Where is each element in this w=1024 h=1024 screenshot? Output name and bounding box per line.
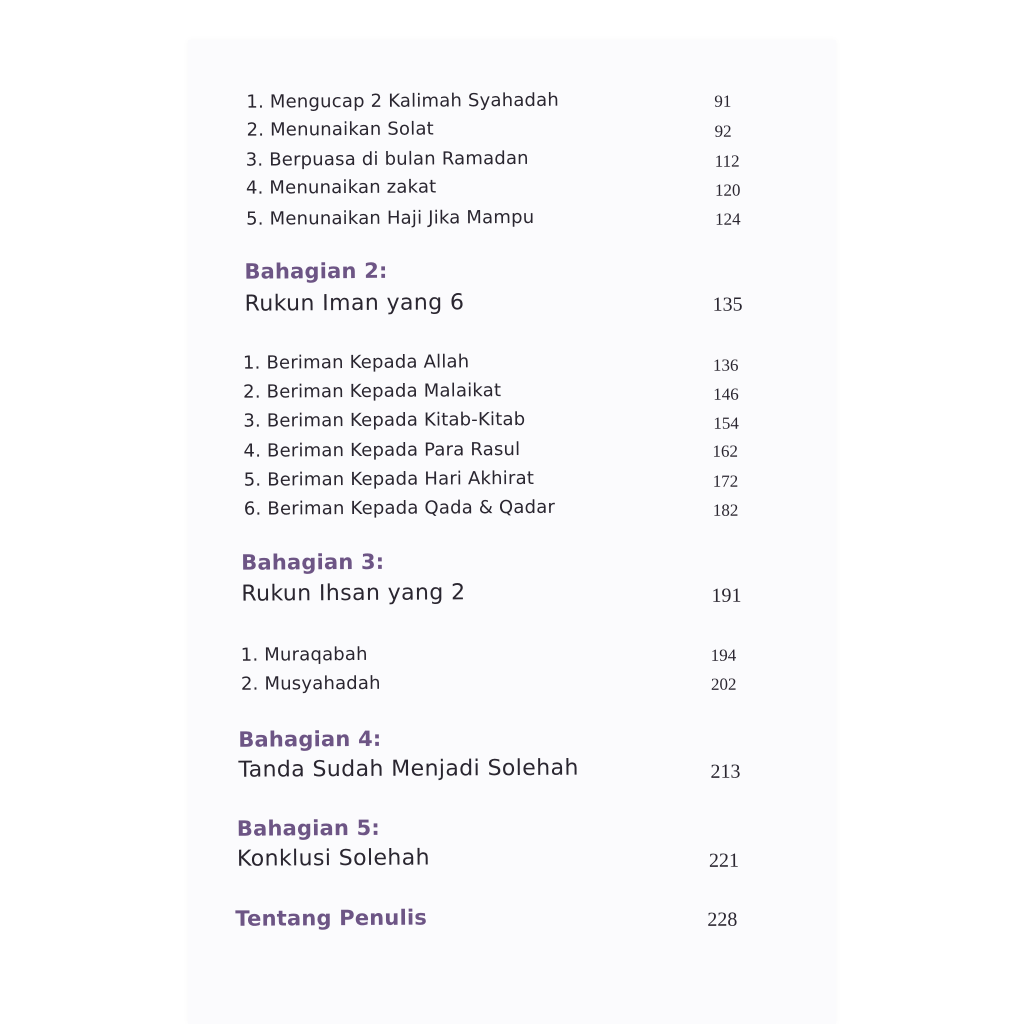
toc-item-label: 5. Beriman Kepada Hari Akhirat bbox=[243, 467, 535, 491]
toc-item-label: 3. Berpuasa di bulan Ramadan bbox=[245, 147, 529, 171]
part-title: Konklusi Solehah bbox=[236, 845, 431, 872]
toc-item-label: 1. Muraqabah bbox=[240, 643, 368, 666]
toc-item-label: 4. Beriman Kepada Para Rasul bbox=[243, 438, 521, 462]
toc-item-label: 2. Beriman Kepada Malaikat bbox=[243, 380, 502, 403]
toc-item-page: 136 bbox=[712, 355, 739, 375]
toc-item-page: 124 bbox=[715, 209, 741, 229]
toc-item-page: 182 bbox=[712, 500, 739, 520]
table-of-contents bbox=[188, 40, 836, 1024]
part-title: Rukun Ihsan yang 2 bbox=[241, 580, 466, 607]
toc-item-page: 92 bbox=[714, 121, 732, 141]
part-heading: Bahagian 2: bbox=[244, 258, 388, 284]
book-page bbox=[188, 40, 836, 1024]
toc-item-page: 172 bbox=[712, 471, 739, 491]
toc-item-label: 1. Mengucap 2 Kalimah Syahadah bbox=[246, 89, 560, 113]
toc-item-label: 4. Menunaikan zakat bbox=[245, 176, 437, 199]
part-heading: Bahagian 4: bbox=[238, 726, 382, 752]
toc-item-page: 194 bbox=[710, 645, 737, 665]
toc-item-page: 120 bbox=[714, 180, 741, 200]
toc-item-page: 154 bbox=[713, 413, 739, 433]
toc-item-label: 2. Menunaikan Solat bbox=[246, 118, 434, 141]
about-author-page: 228 bbox=[707, 908, 738, 931]
part-page: 213 bbox=[710, 760, 741, 783]
part-title: Rukun Iman yang 6 bbox=[244, 290, 465, 317]
part-title: Tanda Sudah Menjadi Solehah bbox=[238, 755, 579, 783]
part-page: 221 bbox=[708, 849, 740, 872]
toc-item-page: 146 bbox=[713, 384, 739, 404]
toc-item-page: 162 bbox=[712, 441, 739, 461]
toc-item-page: 112 bbox=[714, 151, 740, 171]
part-heading: Bahagian 3: bbox=[241, 549, 385, 575]
part-page: 191 bbox=[711, 584, 742, 607]
toc-item-label: 1. Beriman Kepada Allah bbox=[242, 351, 470, 374]
part-page: 135 bbox=[712, 293, 743, 316]
part-heading: Bahagian 5: bbox=[236, 815, 381, 841]
about-author-heading: Tentang Penulis bbox=[235, 905, 428, 931]
toc-item-label: 6. Beriman Kepada Qada & Qadar bbox=[243, 496, 556, 520]
toc-item-label: 3. Beriman Kepada Kitab-Kitab bbox=[243, 408, 526, 432]
toc-item-page: 91 bbox=[714, 91, 732, 111]
toc-item-page: 202 bbox=[710, 674, 737, 694]
toc-item-label: 2. Musyahadah bbox=[240, 672, 381, 695]
toc-item-label: 5. Menunaikan Haji Jika Mampu bbox=[246, 206, 535, 230]
